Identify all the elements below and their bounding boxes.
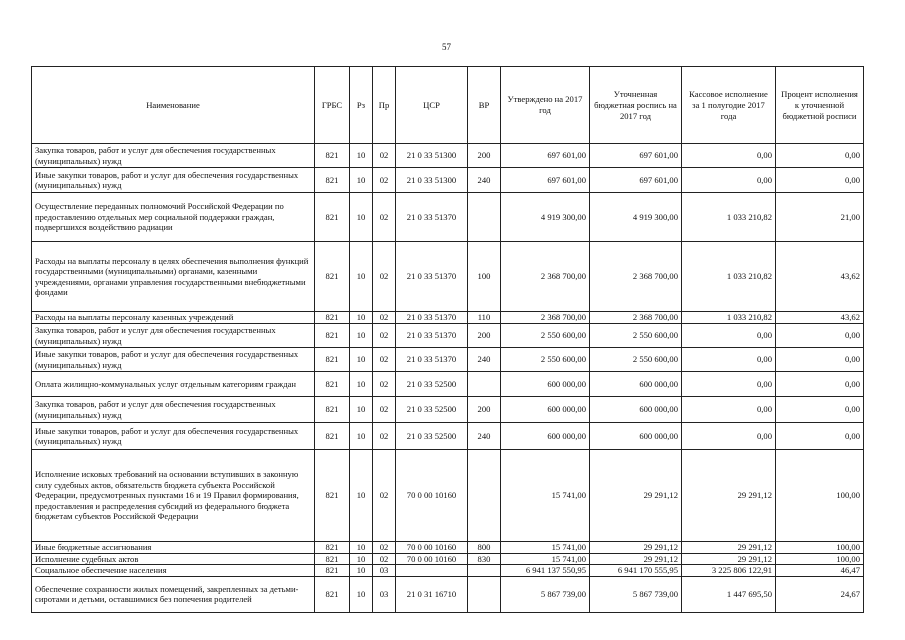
row-vr [468, 565, 501, 577]
row-refined: 600 000,00 [590, 423, 682, 450]
row-refined: 29 291,12 [590, 553, 682, 565]
row-rz: 10 [350, 168, 373, 193]
row-csr: 21 0 33 51300 [396, 168, 468, 193]
row-rz: 10 [350, 553, 373, 565]
row-percent: 0,00 [776, 144, 864, 168]
row-pr: 02 [373, 144, 396, 168]
table-row [32, 168, 864, 193]
row-grbs: 821 [315, 324, 350, 348]
row-vr [468, 450, 501, 542]
row-approved: 697 601,00 [501, 144, 590, 168]
table-row [32, 144, 864, 168]
row-approved: 2 368 700,00 [501, 312, 590, 324]
row-name: Иные бюджетные ассигнования [32, 542, 315, 554]
row-percent: 43,62 [776, 242, 864, 312]
row-vr: 200 [468, 144, 501, 168]
row-pr: 02 [373, 423, 396, 450]
row-pr: 02 [373, 348, 396, 372]
row-cash: 29 291,12 [682, 553, 776, 565]
row-name: Оплата жилищно-коммунальных услуг отдельным категориям граждан [32, 372, 315, 397]
row-name: Исполнение исковых требований на основании вступивших в законную силу судебных актов, обязательств бюджета субъекта Российской Федерации, предусмотренных пунктами 16 и 19 Правил формирования, предоставления и распределения субсидий из федерального бюджета бюджетам субъектов Российской Федерации [32, 450, 315, 542]
row-cash: 0,00 [682, 372, 776, 397]
row-pr: 03 [373, 576, 396, 612]
row-vr: 240 [468, 168, 501, 193]
table-row [32, 423, 864, 450]
row-csr [396, 565, 468, 577]
row-grbs: 821 [315, 576, 350, 612]
row-percent: 0,00 [776, 423, 864, 450]
row-percent: 24,67 [776, 576, 864, 612]
header-cash: Кассовое исполнение за 1 полугодие 2017 года [682, 67, 776, 144]
row-grbs: 821 [315, 348, 350, 372]
row-approved: 600 000,00 [501, 397, 590, 423]
row-percent: 0,00 [776, 372, 864, 397]
row-vr: 240 [468, 348, 501, 372]
page-number: 57 [442, 42, 451, 52]
row-cash: 29 291,12 [682, 542, 776, 554]
header-vr: ВР [468, 67, 501, 144]
row-grbs: 821 [315, 193, 350, 242]
row-percent: 46,47 [776, 565, 864, 577]
row-vr: 200 [468, 397, 501, 423]
table-row [32, 450, 864, 542]
row-pr: 02 [373, 312, 396, 324]
row-refined: 2 368 700,00 [590, 242, 682, 312]
row-pr: 02 [373, 324, 396, 348]
row-rz: 10 [350, 397, 373, 423]
row-approved: 5 867 739,00 [501, 576, 590, 612]
row-csr: 21 0 33 51370 [396, 193, 468, 242]
row-vr [468, 576, 501, 612]
row-refined: 697 601,00 [590, 144, 682, 168]
row-csr: 70 0 00 10160 [396, 553, 468, 565]
row-rz: 10 [350, 576, 373, 612]
header-percent: Процент исполнения к уточненной бюджетной росписи [776, 67, 864, 144]
row-cash: 1 447 695,50 [682, 576, 776, 612]
row-refined: 5 867 739,00 [590, 576, 682, 612]
row-name: Иные закупки товаров, работ и услуг для обеспечения государственных (муниципальных) нужд [32, 348, 315, 372]
table-row [32, 397, 864, 423]
row-rz: 10 [350, 423, 373, 450]
row-cash: 0,00 [682, 348, 776, 372]
row-grbs: 821 [315, 450, 350, 542]
row-pr: 02 [373, 542, 396, 554]
row-approved: 2 550 600,00 [501, 348, 590, 372]
row-refined: 4 919 300,00 [590, 193, 682, 242]
row-refined: 2 368 700,00 [590, 312, 682, 324]
row-csr: 21 0 33 51370 [396, 312, 468, 324]
header-name: Наименование [32, 67, 315, 144]
table-row [32, 565, 864, 577]
table-row [32, 324, 864, 348]
table-header-row [32, 67, 864, 144]
row-rz: 10 [350, 144, 373, 168]
row-cash: 0,00 [682, 423, 776, 450]
row-grbs: 821 [315, 168, 350, 193]
row-approved: 15 741,00 [501, 553, 590, 565]
row-approved: 2 550 600,00 [501, 324, 590, 348]
row-csr: 21 0 33 52500 [396, 397, 468, 423]
row-cash: 3 225 806 122,91 [682, 565, 776, 577]
row-refined: 600 000,00 [590, 397, 682, 423]
row-rz: 10 [350, 450, 373, 542]
row-cash: 0,00 [682, 144, 776, 168]
budget-execution-table [31, 66, 864, 613]
row-csr: 70 0 00 10160 [396, 450, 468, 542]
row-percent: 0,00 [776, 348, 864, 372]
row-cash: 0,00 [682, 324, 776, 348]
row-rz: 10 [350, 348, 373, 372]
row-vr: 830 [468, 553, 501, 565]
row-pr: 02 [373, 553, 396, 565]
row-approved: 697 601,00 [501, 168, 590, 193]
table-row [32, 193, 864, 242]
row-rz: 10 [350, 312, 373, 324]
row-csr: 21 0 33 51370 [396, 242, 468, 312]
row-cash: 29 291,12 [682, 450, 776, 542]
row-percent: 0,00 [776, 397, 864, 423]
row-grbs: 821 [315, 542, 350, 554]
header-refined: Уточненная бюджетная роспись на 2017 год [590, 67, 682, 144]
row-cash: 0,00 [682, 397, 776, 423]
row-csr: 21 0 33 51370 [396, 348, 468, 372]
table-row [32, 553, 864, 565]
row-name: Расходы на выплаты персоналу в целях обеспечения выполнения функций государственными (муниципальными) органами, казенными учреждениями, органами управления государственными внебюджетными фондами [32, 242, 315, 312]
row-rz: 10 [350, 372, 373, 397]
row-name: Закупка товаров, работ и услуг для обеспечения государственных (муниципальных) нужд [32, 397, 315, 423]
table-row [32, 542, 864, 554]
row-grbs: 821 [315, 565, 350, 577]
row-grbs: 821 [315, 397, 350, 423]
row-vr [468, 193, 501, 242]
row-rz: 10 [350, 242, 373, 312]
header-pr: Пр [373, 67, 396, 144]
row-percent: 43,62 [776, 312, 864, 324]
table-row [32, 312, 864, 324]
table-row [32, 242, 864, 312]
row-cash: 1 033 210,82 [682, 312, 776, 324]
row-percent: 100,00 [776, 542, 864, 554]
row-approved: 600 000,00 [501, 423, 590, 450]
row-approved: 15 741,00 [501, 542, 590, 554]
row-percent: 0,00 [776, 168, 864, 193]
row-rz: 10 [350, 565, 373, 577]
row-refined: 600 000,00 [590, 372, 682, 397]
row-approved: 6 941 137 550,95 [501, 565, 590, 577]
row-refined: 2 550 600,00 [590, 324, 682, 348]
row-name: Закупка товаров, работ и услуг для обеспечения государственных (муниципальных) нужд [32, 144, 315, 168]
header-approved: Утверждено на 2017 год [501, 67, 590, 144]
row-name: Иные закупки товаров, работ и услуг для обеспечения государственных (муниципальных) нужд [32, 168, 315, 193]
row-vr: 200 [468, 324, 501, 348]
row-percent: 100,00 [776, 553, 864, 565]
row-refined: 697 601,00 [590, 168, 682, 193]
row-refined: 29 291,12 [590, 450, 682, 542]
row-approved: 600 000,00 [501, 372, 590, 397]
row-approved: 4 919 300,00 [501, 193, 590, 242]
row-approved: 2 368 700,00 [501, 242, 590, 312]
table-row [32, 348, 864, 372]
row-grbs: 821 [315, 312, 350, 324]
row-csr: 70 0 00 10160 [396, 542, 468, 554]
header-grbs: ГРБС [315, 67, 350, 144]
row-csr: 21 0 33 52500 [396, 423, 468, 450]
row-rz: 10 [350, 193, 373, 242]
row-pr: 02 [373, 168, 396, 193]
row-percent: 0,00 [776, 324, 864, 348]
row-pr: 02 [373, 372, 396, 397]
row-grbs: 821 [315, 144, 350, 168]
header-rz: Рз [350, 67, 373, 144]
row-percent: 100,00 [776, 450, 864, 542]
row-pr: 03 [373, 565, 396, 577]
row-csr: 21 0 33 51370 [396, 324, 468, 348]
row-vr: 100 [468, 242, 501, 312]
row-refined: 6 941 170 555,95 [590, 565, 682, 577]
row-name: Закупка товаров, работ и услуг для обеспечения государственных (муниципальных) нужд [32, 324, 315, 348]
row-cash: 1 033 210,82 [682, 193, 776, 242]
row-name: Иные закупки товаров, работ и услуг для обеспечения государственных (муниципальных) нужд [32, 423, 315, 450]
row-percent: 21,00 [776, 193, 864, 242]
row-rz: 10 [350, 324, 373, 348]
row-cash: 1 033 210,82 [682, 242, 776, 312]
row-csr: 21 0 33 52500 [396, 372, 468, 397]
row-rz: 10 [350, 542, 373, 554]
row-cash: 0,00 [682, 168, 776, 193]
row-name: Осуществление переданных полномочий Российской Федерации по предоставлению отдельных мер социальной поддержки граждан, подвергшихся воздействию радиации [32, 193, 315, 242]
row-csr: 21 0 31 16710 [396, 576, 468, 612]
row-approved: 15 741,00 [501, 450, 590, 542]
row-name: Расходы на выплаты персоналу казенных учреждений [32, 312, 315, 324]
row-refined: 2 550 600,00 [590, 348, 682, 372]
row-vr: 240 [468, 423, 501, 450]
row-pr: 02 [373, 450, 396, 542]
row-grbs: 821 [315, 553, 350, 565]
row-name: Социальное обеспечение населения [32, 565, 315, 577]
row-pr: 02 [373, 242, 396, 312]
row-vr: 110 [468, 312, 501, 324]
row-grbs: 821 [315, 242, 350, 312]
row-name: Исполнение судебных актов [32, 553, 315, 565]
table-row [32, 372, 864, 397]
row-pr: 02 [373, 193, 396, 242]
row-grbs: 821 [315, 423, 350, 450]
table-row [32, 576, 864, 612]
header-csr: ЦСР [396, 67, 468, 144]
row-grbs: 821 [315, 372, 350, 397]
row-name: Обеспечение сохранности жилых помещений, закрепленных за детьми-сиротами и детьми, оставшимися без попечения родителей [32, 576, 315, 612]
row-refined: 29 291,12 [590, 542, 682, 554]
row-csr: 21 0 33 51300 [396, 144, 468, 168]
row-vr [468, 372, 501, 397]
row-vr: 800 [468, 542, 501, 554]
row-pr: 02 [373, 397, 396, 423]
